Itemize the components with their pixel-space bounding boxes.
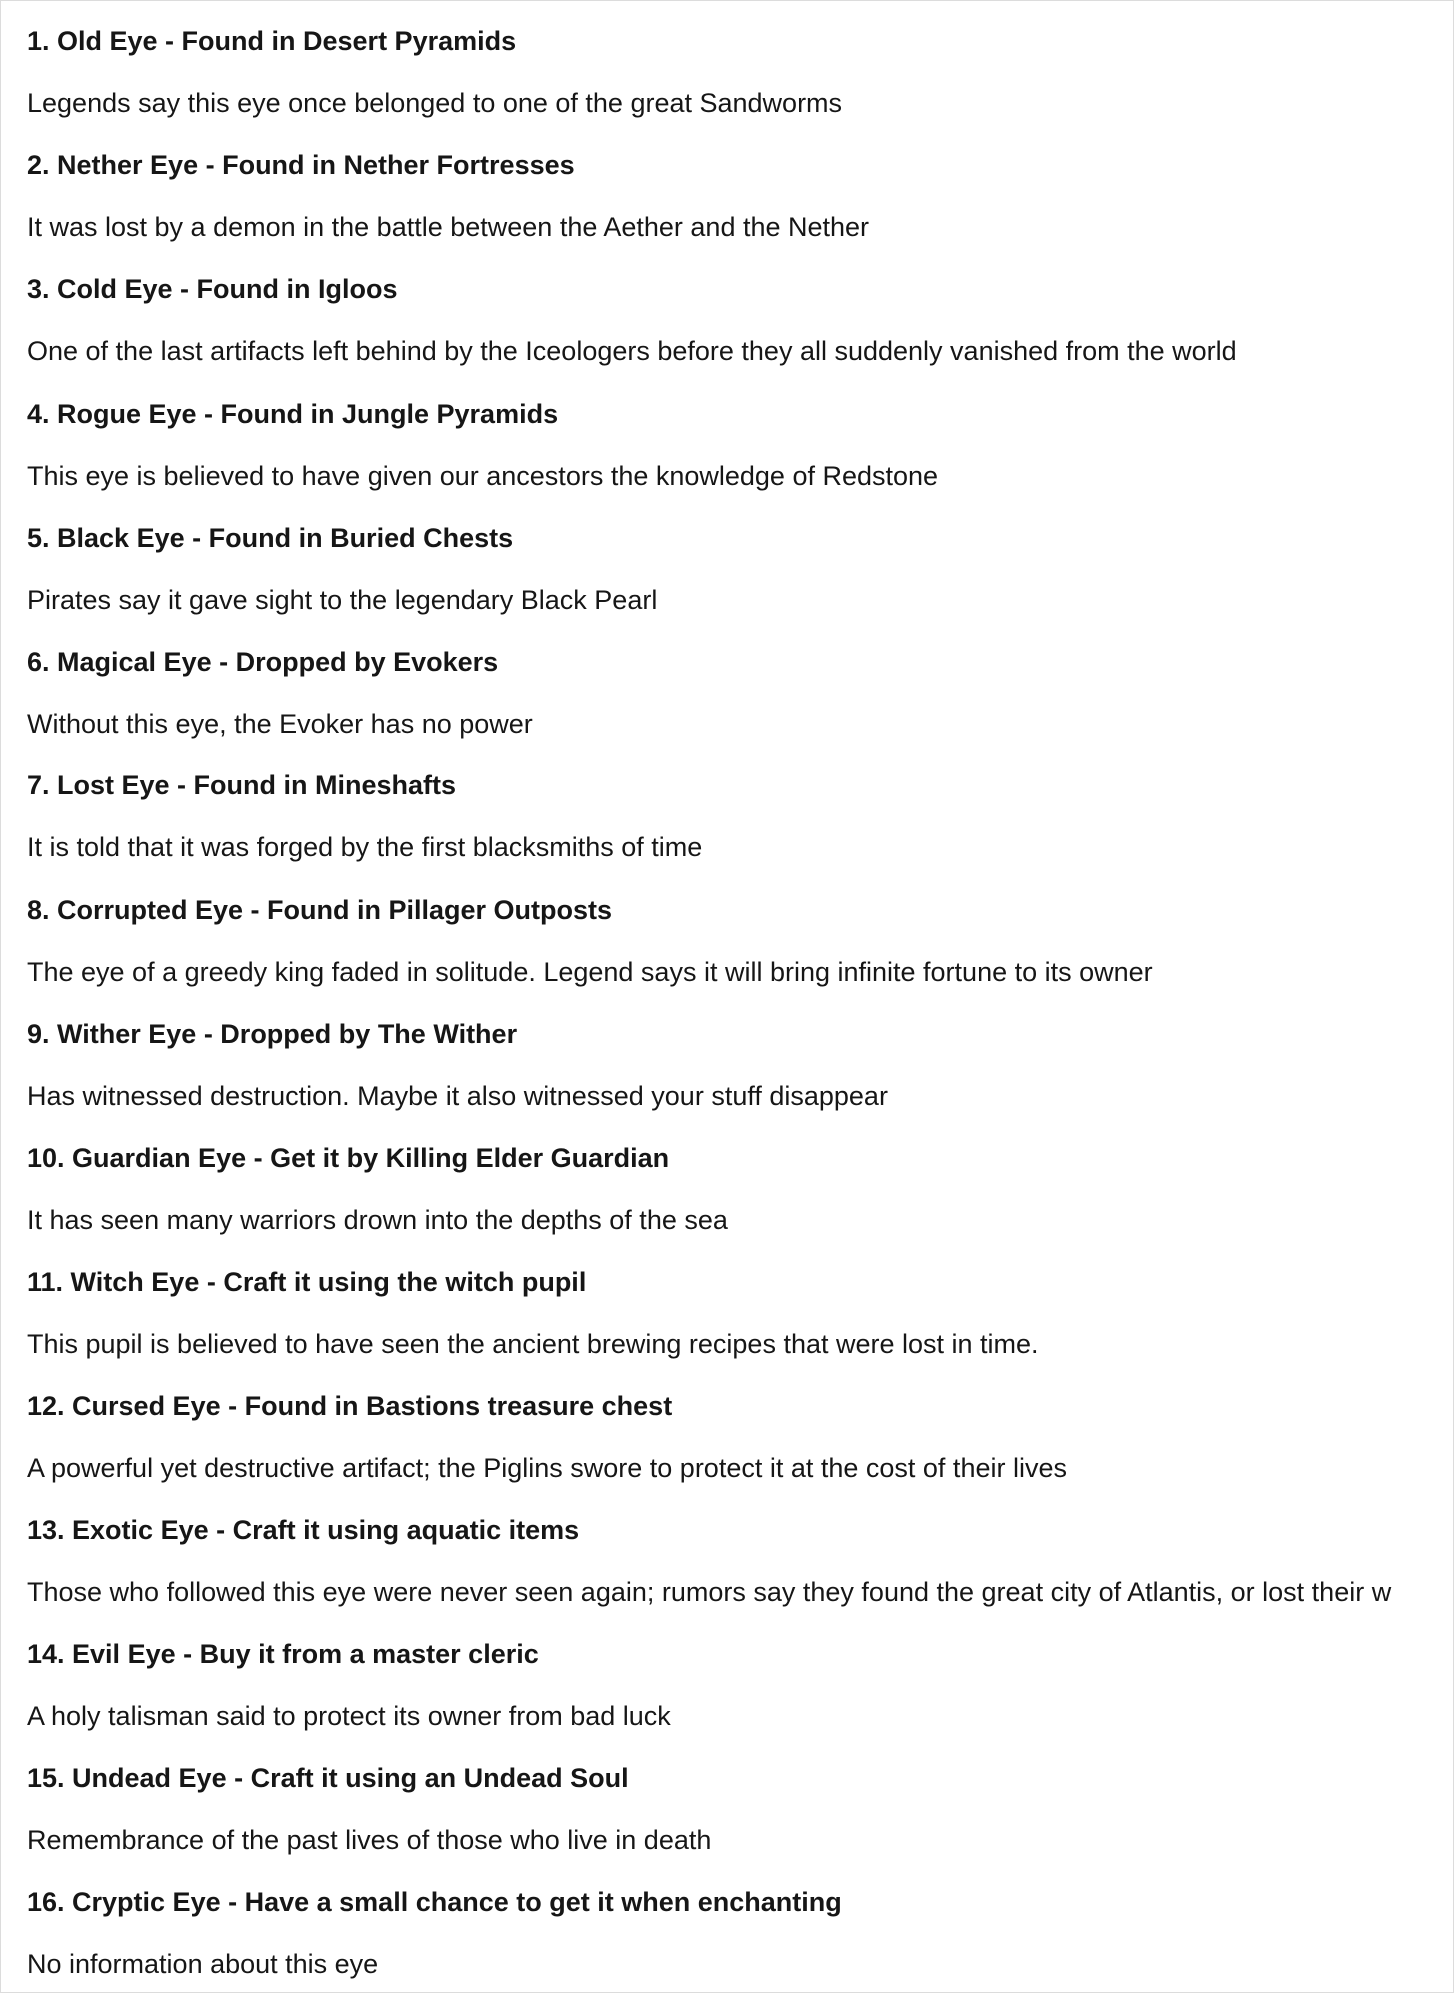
entry-description: A powerful yet destructive artifact; the Piglins swore to protect it at the cost of their lives	[27, 1453, 1067, 1483]
entry-title: 10. Guardian Eye - Get it by Killing Elder Guardian	[27, 1143, 670, 1173]
entry-description: A holy talisman said to protect its owner from bad luck	[27, 1701, 671, 1731]
entry-title: 2. Nether Eye - Found in Nether Fortresses	[27, 150, 575, 180]
entry-title: 13. Exotic Eye - Craft it using aquatic items	[27, 1515, 580, 1545]
entry-title: 5. Black Eye - Found in Buried Chests	[27, 523, 514, 553]
entry-title: 14. Evil Eye - Buy it from a master cleric	[27, 1639, 539, 1669]
entry-description: It was lost by a demon in the battle between the Aether and the Nether	[27, 212, 870, 242]
entry-title: 7. Lost Eye - Found in Mineshafts	[27, 770, 457, 800]
entry-description: The eye of a greedy king faded in solitude. Legend says it will bring infinite fortune to its owner	[27, 957, 1153, 987]
entry-title: 11. Witch Eye - Craft it using the witch pupil	[27, 1267, 587, 1297]
entry-description: It is told that it was forged by the first blacksmiths of time	[27, 832, 703, 862]
entry-description: This pupil is believed to have seen the ancient brewing recipes that were lost in time.	[27, 1329, 1039, 1359]
entry-description: It has seen many warriors drown into the depths of the sea	[27, 1205, 728, 1235]
entry-title: 3. Cold Eye - Found in Igloos	[27, 274, 398, 304]
entry-title: 16. Cryptic Eye - Have a small chance to get it when enchanting	[27, 1887, 842, 1917]
entry-title: 8. Corrupted Eye - Found in Pillager Outposts	[27, 895, 613, 925]
entry-description: Those who followed this eye were never seen again; rumors say they found the great city of Atlantis, or lost their w	[27, 1577, 1392, 1607]
entry-description: This eye is believed to have given our ancestors the knowledge of Redstone	[27, 461, 939, 491]
entry-title: 4. Rogue Eye - Found in Jungle Pyramids	[27, 399, 559, 429]
entry-title: 9. Wither Eye - Dropped by The Wither	[27, 1019, 518, 1049]
entry-title: 6. Magical Eye - Dropped by Evokers	[27, 647, 499, 677]
entry-description: Remembrance of the past lives of those who live in death	[27, 1825, 712, 1855]
entry-title: 1. Old Eye - Found in Desert Pyramids	[27, 26, 517, 56]
entry-description: Legends say this eye once belonged to one of the great Sandworms	[27, 88, 843, 118]
entry-title: 12. Cursed Eye - Found in Bastions treasure chest	[27, 1391, 673, 1421]
entry-description: Has witnessed destruction. Maybe it also witnessed your stuff disappear	[27, 1081, 888, 1111]
entry-description: Pirates say it gave sight to the legendary Black Pearl	[27, 585, 658, 615]
entry-description: Without this eye, the Evoker has no power	[27, 709, 533, 739]
entry-description: One of the last artifacts left behind by the Iceologers before they all suddenly vanished from the world	[27, 336, 1237, 366]
entry-description: No information about this eye	[27, 1949, 379, 1979]
entry-title: 15. Undead Eye - Craft it using an Undead Soul	[27, 1763, 629, 1793]
